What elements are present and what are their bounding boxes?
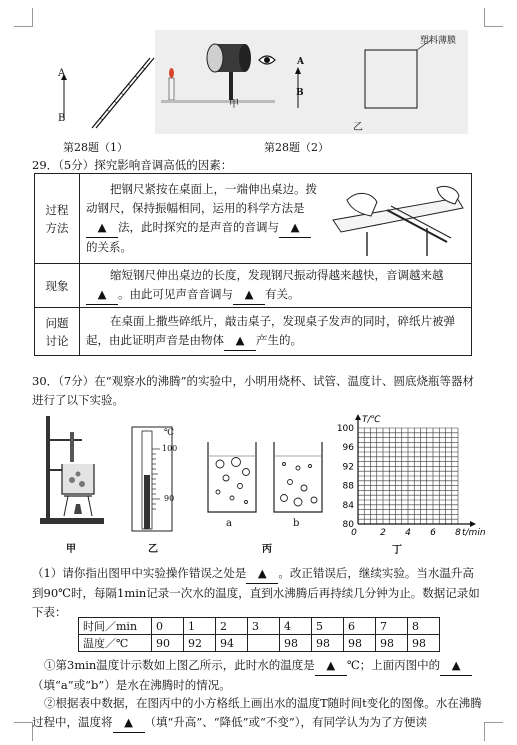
fig28-label-a: A [58, 68, 66, 79]
answer-blank[interactable]: ▲ [113, 713, 145, 733]
fig28-caption-1: 第28题（1） [63, 141, 128, 154]
table-cell: 3 [248, 618, 280, 635]
q29-text: 有关。 [265, 287, 300, 301]
table-cell: 90 [152, 635, 184, 652]
x-tick-label: 4 [405, 528, 411, 538]
fig28-b2-label: B [296, 88, 304, 98]
corner-mark-bottom-left [14, 722, 33, 741]
q29-text: 法，此时探究的是声音的音调与 [118, 220, 279, 234]
beaker-b-label: b [293, 518, 300, 529]
q29-text: 缩短钢尺伸出桌边的长度，发现钢尺振动得越来越快，音调越来越 [110, 268, 444, 282]
table-cell: 0 [152, 618, 184, 635]
q29-table [34, 173, 472, 356]
fig30-ding-label: 丁 [392, 545, 402, 556]
y-tick-label: 84 [342, 500, 354, 511]
q29-text: 产生的。 [256, 333, 302, 347]
q29-text: 。由此可见声音音调与 [118, 287, 233, 301]
q30-text: （1）请你指出图甲中实验操作错误之处是 [32, 566, 247, 580]
fig28-film-label: 塑料薄膜 [420, 36, 457, 46]
fig28-a2-label: A [297, 57, 304, 67]
fig30-bing-label: 丙 [262, 544, 272, 555]
answer-blank[interactable]: ▲ [440, 656, 472, 676]
ruler-hand-illustration [327, 180, 467, 258]
x-tick-label: 0 [351, 528, 357, 538]
table-cell: 98 [376, 635, 408, 652]
answer-blank[interactable]: ▲ [224, 331, 256, 351]
table-cell: 1 [184, 618, 216, 635]
x-axis-arrow [470, 521, 476, 527]
y-tick-label: 88 [342, 481, 354, 492]
q30-title: 30．（7分）在“观察水的沸腾”的实验中，小明用烧杯、试管、温度计、圆底烧瓶等器材进行了以下实验。 [32, 374, 474, 407]
answer-blank[interactable]: ▲ [86, 285, 118, 305]
q29-title: 29．（5分）探究影响音调高低的因素： [32, 158, 233, 172]
fig30-yi-label: 乙 [148, 544, 158, 555]
q29-text: 在桌面上撒些碎纸片，敲击桌子，发现桌子发声的同时，碎纸片被弹起，由此证明声音是由物体 [86, 314, 455, 347]
q29-row-discussion [35, 308, 472, 356]
answer-blank[interactable]: ▲ [279, 218, 311, 238]
x-tick-label: 2 [380, 528, 386, 538]
table-cell: 98 [344, 635, 376, 652]
q30-text: 。改正错误后，继续实验。当水温升高到90℃时，每隔1min记录一次水的温度，直到水沸腾后再持续几分钟为止。数据记录如下表： [32, 566, 480, 619]
q29-row-phenomenon [35, 264, 472, 308]
thermometer-tick-100: 100 [162, 444, 178, 453]
q30-subquestion-2 [32, 694, 484, 733]
answer-blank[interactable]: ▲ [233, 285, 265, 305]
table-cell: 6 [344, 618, 376, 635]
y-tick-label: 92 [342, 462, 354, 473]
y-axis-arrow [355, 414, 361, 420]
table-cell: 94 [216, 635, 248, 652]
answer-blank[interactable]: ▲ [246, 564, 278, 584]
fig30-jia-stand-diagram [38, 410, 108, 530]
y-tick-label: 80 [342, 520, 354, 530]
q30-text: （填“升高”、“降低”或“不变”），有同学认为为了方便读 [144, 715, 428, 729]
thermometer-tick-90: 90 [164, 494, 175, 503]
table-cell: 92 [184, 635, 216, 652]
fig30-yi-thermometer [130, 425, 174, 535]
table-cell: 8 [408, 618, 440, 635]
y-tick-label: 100 [336, 424, 354, 434]
table-header-time: 时间／min [79, 618, 152, 635]
table-cell: 98 [280, 635, 312, 652]
y-axis-label: T/℃ [362, 415, 381, 425]
q30-text: ②根据表中数据，在图丙中的小方格纸上画出水的温度T随时间t变化的图像。水在沸腾过程中，温度将 [32, 696, 482, 729]
answer-blank[interactable]: ▲ [86, 218, 118, 238]
q30-text: ①第3min温度计示数如上图乙所示，此时水的温度是 [44, 658, 315, 672]
q30-paragraph-1 [32, 564, 484, 622]
corner-mark-top-right [484, 8, 503, 27]
table-cell: 4 [280, 618, 312, 635]
beaker-a-label: a [226, 518, 232, 529]
fig28-label-b: B [58, 113, 66, 124]
q30-text: ℃；上面丙图中的 [346, 658, 441, 672]
q30-subquestion-1 [32, 656, 484, 695]
thermometer-unit: ℃ [164, 428, 175, 438]
fig30-jia-label: 甲 [66, 544, 76, 555]
table-cell: 2 [216, 618, 248, 635]
corner-mark-bottom-right [484, 722, 503, 741]
q29-row-label: 现象 [35, 264, 80, 308]
fig30-bing-beakers [204, 438, 328, 516]
fig28-jia-label: 甲 [229, 99, 239, 110]
table-header-temperature: 温度／℃ [79, 635, 152, 652]
corner-mark-top-left [14, 8, 33, 27]
x-tick-label: 6 [430, 528, 436, 538]
q29-row-label: 问题讨论 [35, 308, 80, 356]
y-tick-label: 96 [342, 443, 354, 454]
table-cell: 98 [312, 635, 344, 652]
q29-text: 的关系。 [86, 240, 132, 254]
table-cell-blank[interactable] [248, 635, 280, 652]
fig28-caption-2: 第28题（2） [264, 141, 329, 154]
q29-row-process [35, 174, 472, 264]
table-cell: 98 [408, 635, 440, 652]
table-row-temperature [79, 635, 440, 652]
fig28-1-ruler-diagram [50, 50, 160, 135]
q30-text: （填“a”或“b”）是水在沸腾时的情况。 [32, 678, 231, 692]
x-tick-label: 8 [455, 528, 461, 538]
fig30-ding-grid-chart [328, 408, 486, 538]
answer-blank[interactable]: ▲ [315, 656, 347, 676]
table-row-time [79, 618, 440, 635]
q29-row-content [80, 308, 472, 356]
q29-row-label: 过程方法 [35, 174, 80, 264]
x-axis-label: t/min [462, 528, 486, 538]
q29-row-content [80, 264, 472, 308]
table-cell: 7 [376, 618, 408, 635]
fig28-yi-label: 乙 [353, 122, 363, 133]
q29-text: 把钢尺紧按在桌面上，一端伸出桌边。拨动钢尺，保持振幅相同，运用的科学方法是 [86, 182, 317, 215]
temperature-data-table [78, 617, 440, 652]
q29-row-content [80, 174, 472, 264]
table-cell: 5 [312, 618, 344, 635]
